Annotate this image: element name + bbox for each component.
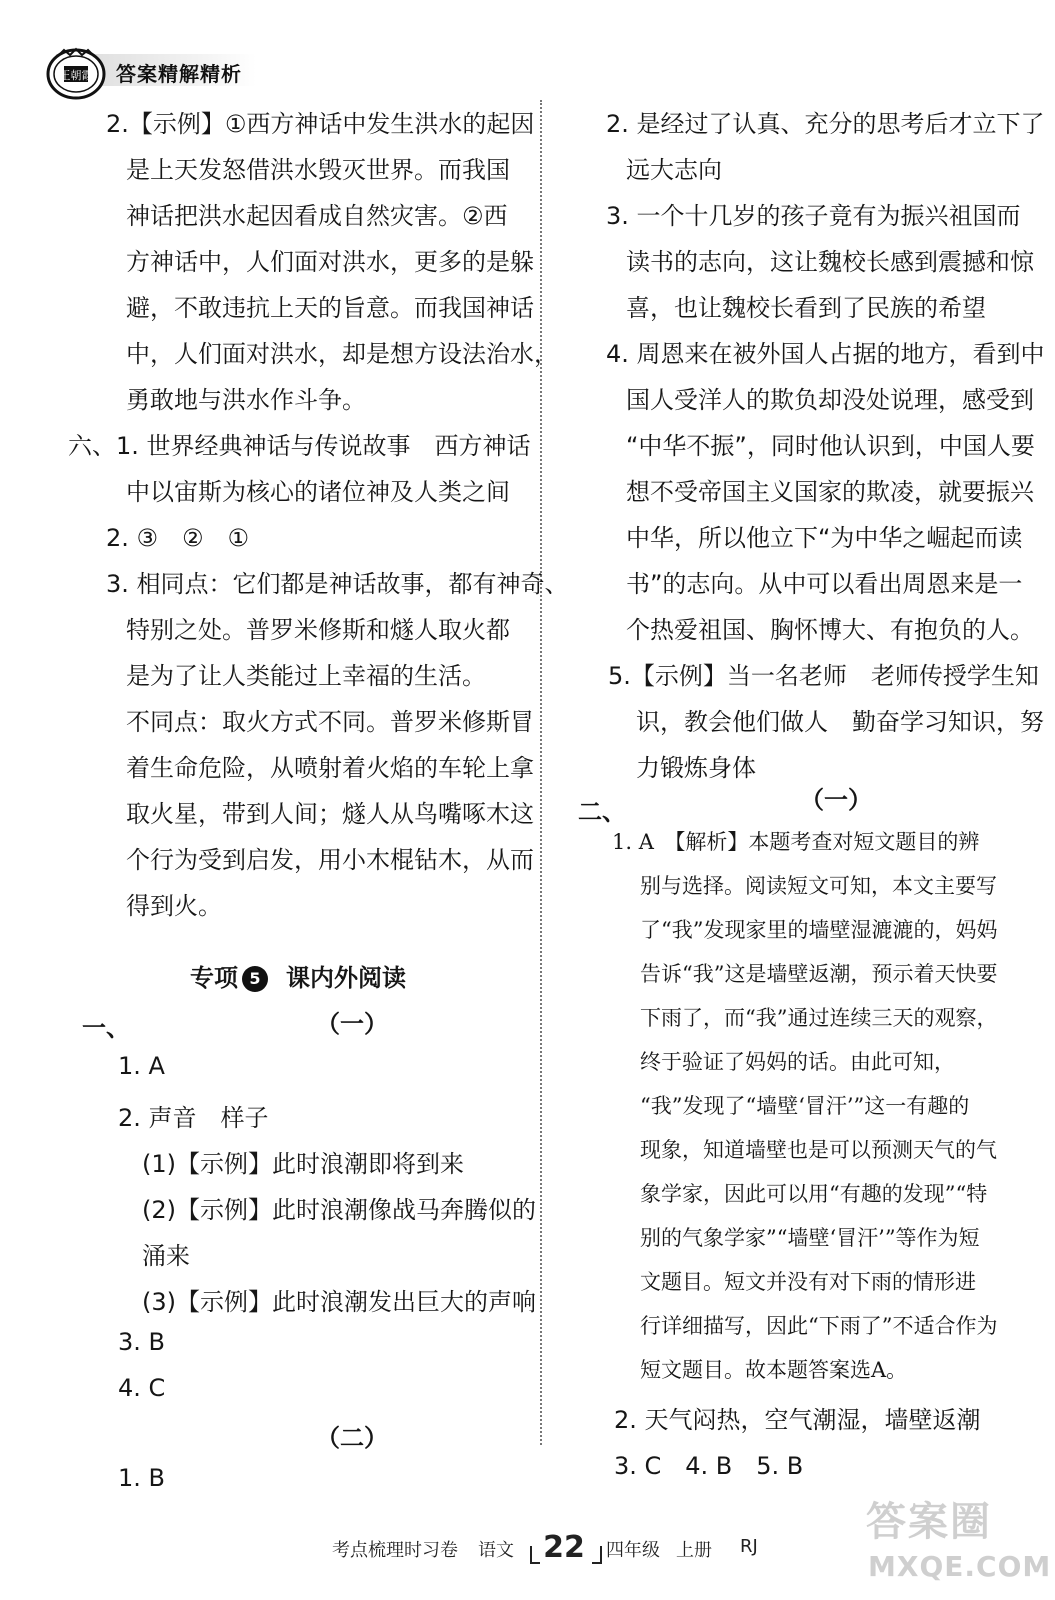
text-line: 避，不敢违抗上天的旨意。而我国神话 (126, 294, 534, 322)
page-number: 22 (543, 1530, 585, 1565)
text-line: 终于验证了妈妈的话。由此可知， (640, 1050, 955, 1074)
text-line: 告诉“我”这是墙壁返潮，预示着天快要 (640, 962, 998, 986)
svg-text:王朝霞: 王朝霞 (59, 69, 93, 82)
text-line: 个热爱祖国、胸怀博大、有抱负的人。 (626, 616, 1034, 644)
text-line: 勇敢地与洪水作斗争。 (126, 386, 366, 414)
text-line: 2. 天气闷热，空气潮湿，墙壁返潮 (614, 1406, 981, 1434)
text-line: 行详细描写，因此“下雨了”不适合作为 (640, 1314, 998, 1338)
text-line: “我”发现了“墙壁‘冒汗’”这一有趣的 (640, 1094, 970, 1118)
text-line: 别与选择。阅读短文可知，本文主要写 (640, 874, 997, 898)
text-line: 着生命危险，从喷射着火焰的车轮上拿 (126, 754, 534, 782)
text-line: 是为了让人类能过上幸福的生活。 (126, 662, 486, 690)
text-line: 中，人们面对洪水，却是想方设法治水， (126, 340, 558, 368)
text-line: 3. 相同点：它们都是神话故事，都有神奇、 (106, 570, 569, 598)
text-line: 六、1. 世界经典神话与传说故事 西方神话 (68, 432, 531, 460)
text-line: 个行为受到启发，用小木棍钻木，从而 (126, 846, 534, 874)
text-line: 2. 声音 样子 (118, 1104, 269, 1132)
text-line: 方神话中，人们面对洪水，更多的是躲 (126, 248, 534, 276)
subsection-label: （一） (800, 786, 872, 814)
footer-edition: RJ (740, 1536, 758, 1557)
header-title: 答案精解精析 (116, 62, 242, 86)
text-line: 特别之处。普罗米修斯和燧人取火都 (126, 616, 510, 644)
section-title: 课内外阅读 (286, 964, 406, 992)
text-line: 3. C 4. B 5. B (614, 1452, 804, 1480)
text-line: 中以宙斯为核心的诸位神及人类之间 (126, 478, 510, 506)
watermark-title: 答案圈 (866, 1499, 992, 1545)
text-line: 识，教会他们做人 勤奋学习知识，努 (636, 708, 1044, 736)
text-line: “中华不振”，同时他认识到，中国人要 (626, 432, 1035, 460)
footer-grade: 四年级 (606, 1540, 660, 1561)
text-line: 文题目。短文并没有对下雨的情形进 (640, 1270, 976, 1294)
text-line: 4. C (118, 1374, 166, 1402)
section-prefix: 专项 (190, 964, 238, 992)
section-heading (190, 958, 406, 993)
text-line: 了“我”发现家里的墙壁湿漉漉的，妈妈 (640, 918, 998, 942)
watermark-logo (862, 1490, 1052, 1590)
text-line: 2.【示例】①西方神话中发生洪水的起因 (106, 110, 535, 138)
text-line: 中华，所以他立下“为中华之崛起而读 (626, 524, 1023, 552)
footer-volume: 上册 (676, 1540, 712, 1561)
subsection-label: （一） (316, 1010, 388, 1038)
text-line: (1)【示例】此时浪潮即将到来 (142, 1150, 464, 1178)
subsection-label: （二） (316, 1424, 388, 1452)
part-label: 一、 (82, 1014, 130, 1042)
text-line: 短文题目。故本题答案选A。 (640, 1358, 908, 1382)
text-line: 国人受洋人的欺负却没处说理，感受到 (626, 386, 1034, 414)
text-line: 3. 一个十几岁的孩子竟有为振兴祖国而 (606, 202, 1021, 230)
section-number-badge: 5 (242, 966, 268, 992)
text-line: 下雨了，而“我”通过连续三天的观察， (640, 1006, 998, 1030)
seal-badge-icon (44, 46, 108, 102)
text-line: (3)【示例】此时浪潮发出巨大的声响 (142, 1288, 536, 1316)
text-line: 书”的志向。从中可以看出周恩来是一 (626, 570, 1023, 598)
text-line: 读书的志向，这让魏校长感到震撼和惊 (626, 248, 1034, 276)
text-line: 2. ③ ② ① (106, 524, 250, 552)
text-line: 不同点：取火方式不同。普罗米修斯冒 (126, 708, 534, 736)
text-line: 1. A 【解析】本题考查对短文题目的辨 (612, 830, 980, 854)
text-line: 象学家，因此可以用“有趣的发现”“特 (640, 1182, 988, 1206)
text-line: 神话把洪水起因看成自然灾害。②西 (126, 202, 508, 230)
text-line: 现象，知道墙壁也是可以预测天气的气 (640, 1138, 997, 1162)
text-line: 是上天发怒借洪水毁灭世界。而我国 (126, 156, 510, 184)
watermark-url: MXQE.COM (868, 1550, 1052, 1583)
text-line: 喜，也让魏校长看到了民族的希望 (626, 294, 986, 322)
text-line: 别的气象学家”“墙壁‘冒汗’”等作为短 (640, 1226, 980, 1250)
footer-subject: 语文 (478, 1540, 514, 1561)
text-line: 取火星，带到人间；燧人从鸟嘴啄木这 (126, 800, 534, 828)
text-line: 1. B (118, 1464, 165, 1492)
text-line: 想不受帝国主义国家的欺凌，就要振兴 (626, 478, 1034, 506)
text-line: 1. A (118, 1052, 165, 1080)
column-divider (540, 100, 542, 1445)
text-line: 力锻炼身体 (636, 754, 756, 782)
text-line: 远大志向 (626, 156, 722, 184)
text-line: 4. 周恩来在被外国人占据的地方，看到中 (606, 340, 1045, 368)
footer-book-title: 考点梳理时习卷 (332, 1540, 458, 1561)
page-bracket-right (592, 1546, 602, 1564)
text-line: 得到火。 (126, 892, 222, 920)
text-line: 5.【示例】当一名老师 老师传授学生知 (608, 662, 1039, 690)
text-line: 2. 是经过了认真、充分的思考后才立下了 (606, 110, 1045, 138)
text-line: 涌来 (142, 1242, 190, 1270)
part-label: 二、 (578, 798, 626, 826)
text-line: 3. B (118, 1328, 165, 1356)
text-line: (2)【示例】此时浪潮像战马奔腾似的 (142, 1196, 536, 1224)
